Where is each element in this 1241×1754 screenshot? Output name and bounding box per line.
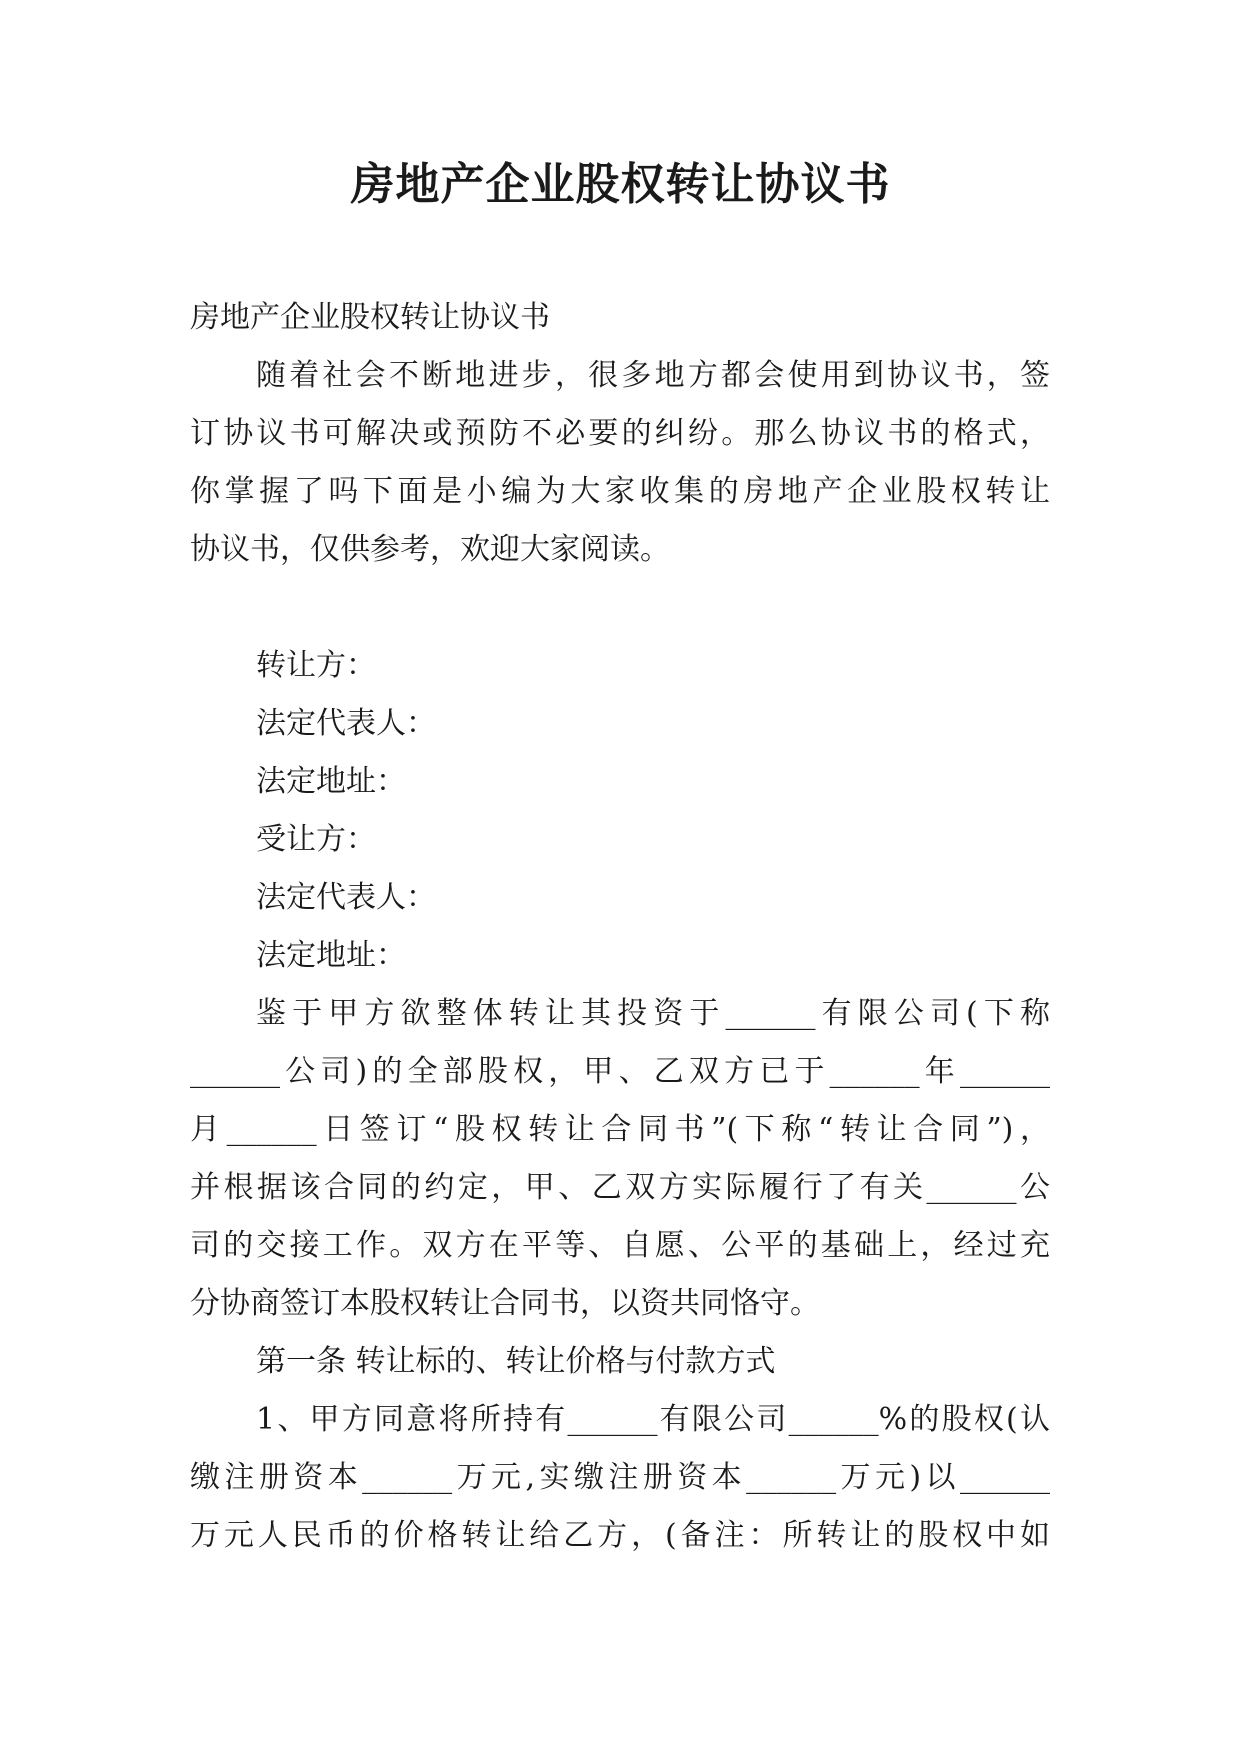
document-title: 房地产企业股权转让协议书 [350, 159, 891, 210]
party-transferee-rep: 法定代表人： [256, 880, 436, 915]
blank-line [190, 579, 1050, 637]
party-transferee-address: 法定地址： [256, 938, 406, 973]
preamble-paragraph [190, 985, 1050, 1333]
document-subtitle: 房地产企业股权转让协议书 [190, 300, 550, 335]
preamble-line: 鉴于甲方欲整体转让其投资于______有限公司(下称 [256, 996, 1050, 1031]
party-transferee: 受让方： [256, 822, 376, 857]
intro-line: 订协议书可解决或预防不必要的纠纷。那么协议书的格式， [190, 416, 1050, 451]
party-transferor-address: 法定地址： [256, 764, 406, 799]
clause-line: 万元人民币的价格转让给乙方，(备注：所转让的股权中如 [190, 1518, 1050, 1553]
preamble-line: ______公司)的全部股权，甲、乙双方已于______年______ [190, 1054, 1050, 1089]
intro-line: 你掌握了吗下面是小编为大家收集的房地产企业股权转让 [190, 474, 1050, 509]
parties-block [190, 637, 1050, 985]
clause-line: 1、甲方同意将所持有______有限公司______%的股权(认 [256, 1402, 1050, 1437]
preamble-line: 月______日签订“股权转让合同书”(下称“转让合同”)， [190, 1112, 1050, 1147]
document-body [190, 289, 1050, 1565]
intro-line: 协议书，仅供参考，欢迎大家阅读。 [190, 532, 670, 567]
preamble-line: 司的交接工作。双方在平等、自愿、公平的基础上，经过充 [190, 1228, 1050, 1263]
party-transferor: 转让方： [256, 648, 376, 683]
preamble-line: 并根据该合同的约定，甲、乙双方实际履行了有关______公 [190, 1170, 1050, 1205]
clause-line: 缴注册资本______万元,实缴注册资本______万元)以______ [190, 1460, 1050, 1495]
party-transferor-rep: 法定代表人： [256, 706, 436, 741]
preamble-line: 分协商签订本股权转让合同书，以资共同恪守。 [190, 1286, 820, 1321]
intro-paragraph [190, 347, 1050, 579]
intro-line: 随着社会不断地进步，很多地方都会使用到协议书，签 [256, 358, 1050, 393]
article-1-heading: 第一条 转让标的、转让价格与付款方式 [256, 1344, 776, 1379]
article-1-clause-1 [190, 1391, 1050, 1565]
